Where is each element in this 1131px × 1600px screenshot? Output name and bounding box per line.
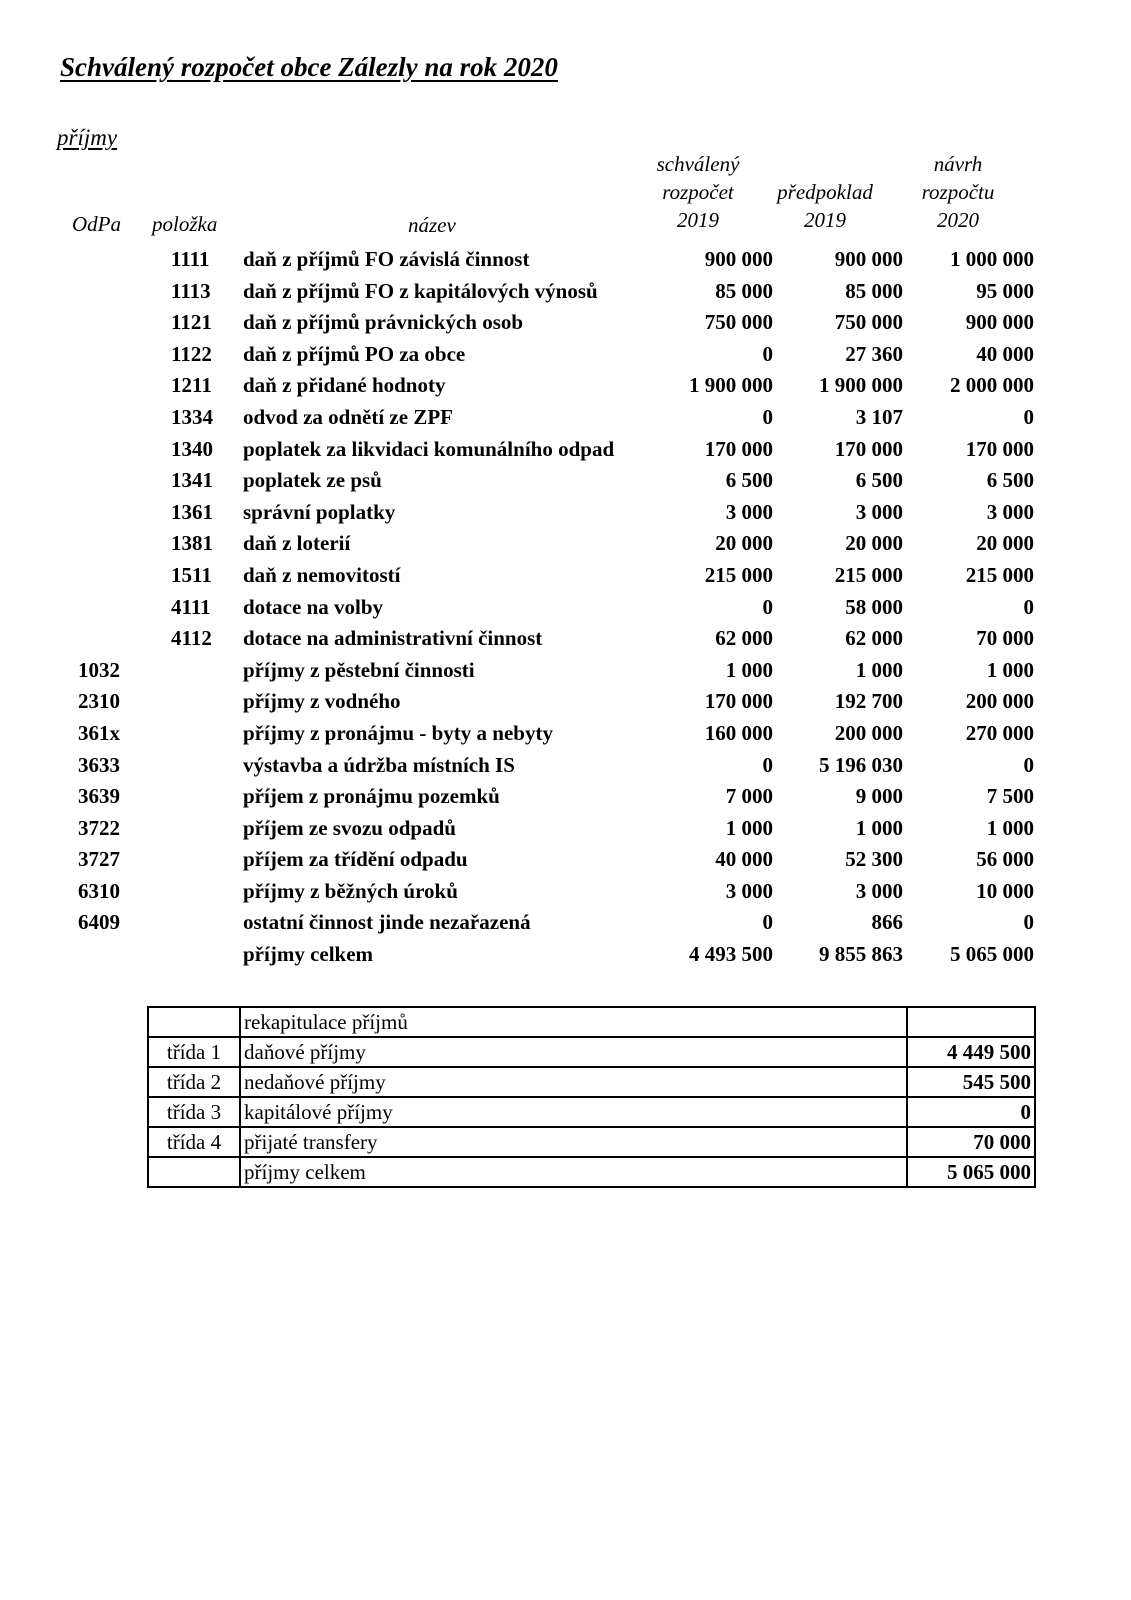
cell-v3: 1 000 000 [950, 247, 1034, 271]
cell-polozka: 1121 [171, 310, 212, 335]
cell-v2: 750 000 [834, 310, 903, 335]
cell-v1: 40 000 [715, 847, 773, 872]
recap-table [147, 1006, 1036, 1188]
table-row [0, 339, 1131, 371]
recap-row [148, 1127, 1035, 1157]
cell-v2: 5 196 030 [819, 752, 903, 777]
cell-v1: 750 000 [704, 310, 773, 335]
cell-nazev: příjem z pronájmu pozemků [243, 784, 500, 809]
cell-v2: 9 000 [855, 784, 903, 809]
table-row [0, 402, 1131, 434]
recap-header-row [148, 1007, 1035, 1037]
table-row [0, 434, 1131, 466]
cell-polozka: 1361 [171, 499, 213, 524]
header-col2-line1: předpoklad [777, 180, 873, 204]
cell-nazev: příjem ze svozu odpadů [243, 815, 456, 840]
table-row [0, 592, 1131, 624]
cell-polozka: 4112 [171, 626, 212, 651]
cell-polozka: 1340 [171, 436, 213, 461]
cell-nazev: příjmy z běžných úroků [243, 878, 458, 903]
cell-nazev: příjmy z pronájmu - byty a nebyty [243, 720, 553, 745]
cell-odpa: 361x [78, 720, 120, 745]
cell-v3: 6 500 [986, 468, 1034, 493]
recap-cell-trida [148, 1157, 240, 1187]
cell-odpa: 2310 [78, 689, 120, 714]
cell-v2: 62 000 [845, 626, 903, 651]
cell-v2: 900 000 [834, 247, 903, 271]
recap-header-value [907, 1007, 1035, 1037]
header-col1 [648, 150, 748, 234]
cell-nazev: ostatní činnost jinde nezařazená [243, 910, 531, 935]
cell-nazev: daň z příjmů FO závislá činnost [243, 247, 530, 271]
cell-v1: 215 000 [704, 562, 773, 587]
cell-nazev: příjmy z pěstební činnosti [243, 657, 475, 682]
header-col1-line2: rozpočet [662, 180, 734, 204]
cell-odpa: 1032 [78, 657, 120, 682]
cell-v1: 0 [762, 910, 773, 935]
cell-v1: 0 [762, 752, 773, 777]
header-col3-line2: rozpočtu [921, 180, 995, 204]
cell-v1: 160 000 [704, 720, 773, 745]
recap-cell-value: 0 [907, 1097, 1035, 1127]
cell-polozka: 1334 [171, 404, 213, 429]
cell-v1: 62 000 [715, 626, 773, 651]
cell-v3: 200 000 [965, 689, 1034, 714]
cell-nazev: dotace na volby [243, 594, 384, 619]
cell-nazev: poplatek ze psů [243, 468, 382, 493]
cell-v2: 85 000 [845, 278, 903, 303]
cell-v2: 200 000 [834, 720, 903, 745]
cell-odpa: 3639 [78, 784, 120, 809]
table-row [0, 939, 1131, 971]
header-col2 [770, 178, 880, 234]
cell-polozka: 1211 [171, 373, 212, 398]
cell-polozka: 1381 [171, 531, 213, 556]
cell-v2: 58 000 [845, 594, 903, 619]
cell-v3: 1 000 [986, 815, 1034, 840]
cell-odpa: 3722 [78, 815, 120, 840]
cell-v1: 1 000 [725, 815, 773, 840]
recap-cell-trida: třída 1 [148, 1037, 240, 1067]
recap-header-class [148, 1007, 240, 1037]
recap-row [148, 1067, 1035, 1097]
cell-polozka: 1341 [171, 468, 213, 493]
table-row [0, 907, 1131, 939]
cell-v1: 0 [762, 594, 773, 619]
cell-v2: 52 300 [845, 847, 903, 872]
header-col3-line3: 2020 [937, 208, 979, 232]
cell-polozka: 1511 [171, 562, 212, 587]
cell-nazev: daň z příjmů FO z kapitálových výnosů [243, 278, 598, 303]
cell-v1: 170 000 [704, 436, 773, 461]
cell-v1: 170 000 [704, 689, 773, 714]
cell-v1: 3 000 [725, 878, 773, 903]
cell-v1: 900 000 [704, 247, 773, 271]
cell-v1: 20 000 [715, 531, 773, 556]
cell-v3: 170 000 [965, 436, 1034, 461]
table-row [0, 813, 1131, 845]
table-row [0, 876, 1131, 908]
cell-v3: 7 500 [986, 784, 1034, 809]
recap-cell-trida: třída 4 [148, 1127, 240, 1157]
cell-nazev: příjem za třídění odpadu [243, 847, 468, 872]
cell-v3: 900 000 [965, 310, 1034, 335]
cell-nazev: poplatek za likvidaci komunálního odpad [243, 436, 615, 461]
cell-nazev: daň z nemovitostí [243, 562, 401, 587]
cell-v2: 192 700 [834, 689, 903, 714]
cell-v1: 7 000 [725, 784, 773, 809]
cell-v1: 0 [762, 404, 773, 429]
recap-row [148, 1157, 1035, 1187]
cell-odpa: 6310 [78, 878, 120, 903]
header-col1-line3: 2019 [677, 208, 719, 232]
recap-cell-value: 70 000 [907, 1127, 1035, 1157]
table-row [0, 497, 1131, 529]
table-row [0, 560, 1131, 592]
cell-nazev: daň z příjmů PO za obce [243, 341, 466, 366]
cell-polozka: 1111 [171, 247, 210, 271]
cell-polozka: 1113 [171, 278, 211, 303]
cell-odpa: 3727 [78, 847, 120, 872]
cell-v1: 1 000 [725, 657, 773, 682]
cell-v2: 215 000 [834, 562, 903, 587]
cell-v3: 40 000 [976, 341, 1034, 366]
table-row [0, 623, 1131, 655]
cell-nazev: daň z loterií [243, 531, 351, 556]
cell-nazev: daň z přidané hodnoty [243, 373, 446, 398]
recap-cell-label: příjmy celkem [240, 1157, 907, 1187]
cell-v3: 20 000 [976, 531, 1034, 556]
cell-v2: 1 000 [855, 657, 903, 682]
table-row [0, 276, 1131, 308]
recap-cell-trida: třída 3 [148, 1097, 240, 1127]
cell-v2: 866 [871, 910, 903, 935]
cell-odpa: 3633 [78, 752, 120, 777]
cell-nazev: odvod za odnětí ze ZPF [243, 404, 453, 429]
cell-v1: 3 000 [725, 499, 773, 524]
cell-v3: 5 065 000 [950, 942, 1034, 967]
cell-v3: 3 000 [986, 499, 1034, 524]
recap-cell-label: daňové příjmy [240, 1037, 907, 1067]
table-row [0, 244, 1131, 276]
recap-row [148, 1037, 1035, 1067]
cell-v2: 6 500 [855, 468, 903, 493]
table-row [0, 686, 1131, 718]
cell-v3: 0 [1023, 594, 1034, 619]
header-col3-line1: návrh [933, 152, 983, 176]
table-row [0, 370, 1131, 402]
table-row [0, 781, 1131, 813]
cell-v1: 6 500 [725, 468, 773, 493]
cell-nazev: daň z příjmů právnických osob [243, 310, 524, 335]
cell-v3: 0 [1023, 910, 1034, 935]
cell-v3: 0 [1023, 404, 1034, 429]
table-row [0, 718, 1131, 750]
cell-v3: 0 [1023, 752, 1034, 777]
cell-nazev: příjmy celkem [243, 942, 374, 967]
table-row [0, 655, 1131, 687]
cell-v2: 9 855 863 [819, 942, 903, 967]
recap-cell-value: 545 500 [907, 1067, 1035, 1097]
cell-v3: 95 000 [976, 278, 1034, 303]
cell-v3: 1 000 [986, 657, 1034, 682]
recap-cell-value: 5 065 000 [907, 1157, 1035, 1187]
table-row [0, 528, 1131, 560]
cell-v1: 85 000 [715, 278, 773, 303]
header-col3 [908, 150, 1008, 234]
section-title: příjmy [57, 125, 118, 150]
recap-cell-label: nedaňové příjmy [240, 1067, 907, 1097]
recap-cell-trida: třída 2 [148, 1067, 240, 1097]
cell-v3: 56 000 [976, 847, 1034, 872]
cell-v2: 170 000 [834, 436, 903, 461]
cell-v2: 27 360 [845, 341, 903, 366]
recap-row [148, 1097, 1035, 1127]
cell-v1: 0 [762, 341, 773, 366]
income-table [0, 244, 1131, 971]
table-row [0, 750, 1131, 782]
cell-v3: 270 000 [965, 720, 1034, 745]
header-nazev: název [408, 213, 456, 237]
cell-v2: 3 000 [855, 878, 903, 903]
cell-v2: 3 107 [855, 404, 903, 429]
header-polozka: položka [152, 212, 218, 236]
table-row [0, 844, 1131, 876]
cell-nazev: dotace na administrativní činnost [243, 626, 543, 651]
cell-v3: 10 000 [976, 878, 1034, 903]
cell-v3: 70 000 [976, 626, 1034, 651]
cell-v2: 1 000 [855, 815, 903, 840]
cell-v2: 20 000 [845, 531, 903, 556]
page-title: Schválený rozpočet obce Zálezly na rok 2020 [60, 52, 558, 82]
cell-polozka: 4111 [171, 594, 211, 619]
cell-v1: 4 493 500 [689, 942, 773, 967]
cell-v3: 2 000 000 [950, 373, 1034, 398]
recap-cell-label: kapitálové příjmy [240, 1097, 907, 1127]
cell-nazev: příjmy z vodného [243, 689, 401, 714]
recap-cell-label: přijaté transfery [240, 1127, 907, 1157]
cell-v2: 1 900 000 [819, 373, 903, 398]
cell-nazev: správní poplatky [243, 499, 396, 524]
header-col1-line1: schválený [656, 152, 740, 176]
cell-odpa: 6409 [78, 910, 120, 935]
cell-v1: 1 900 000 [689, 373, 773, 398]
table-row [0, 307, 1131, 339]
recap-header-label: rekapitulace příjmů [240, 1007, 907, 1037]
header-col2-line2: 2019 [804, 208, 846, 232]
header-odpa: OdPa [72, 212, 121, 236]
cell-nazev: výstavba a údržba místních IS [243, 752, 515, 777]
table-row [0, 465, 1131, 497]
cell-v3: 215 000 [965, 562, 1034, 587]
recap-cell-value: 4 449 500 [907, 1037, 1035, 1067]
cell-polozka: 1122 [171, 341, 212, 366]
cell-v2: 3 000 [855, 499, 903, 524]
